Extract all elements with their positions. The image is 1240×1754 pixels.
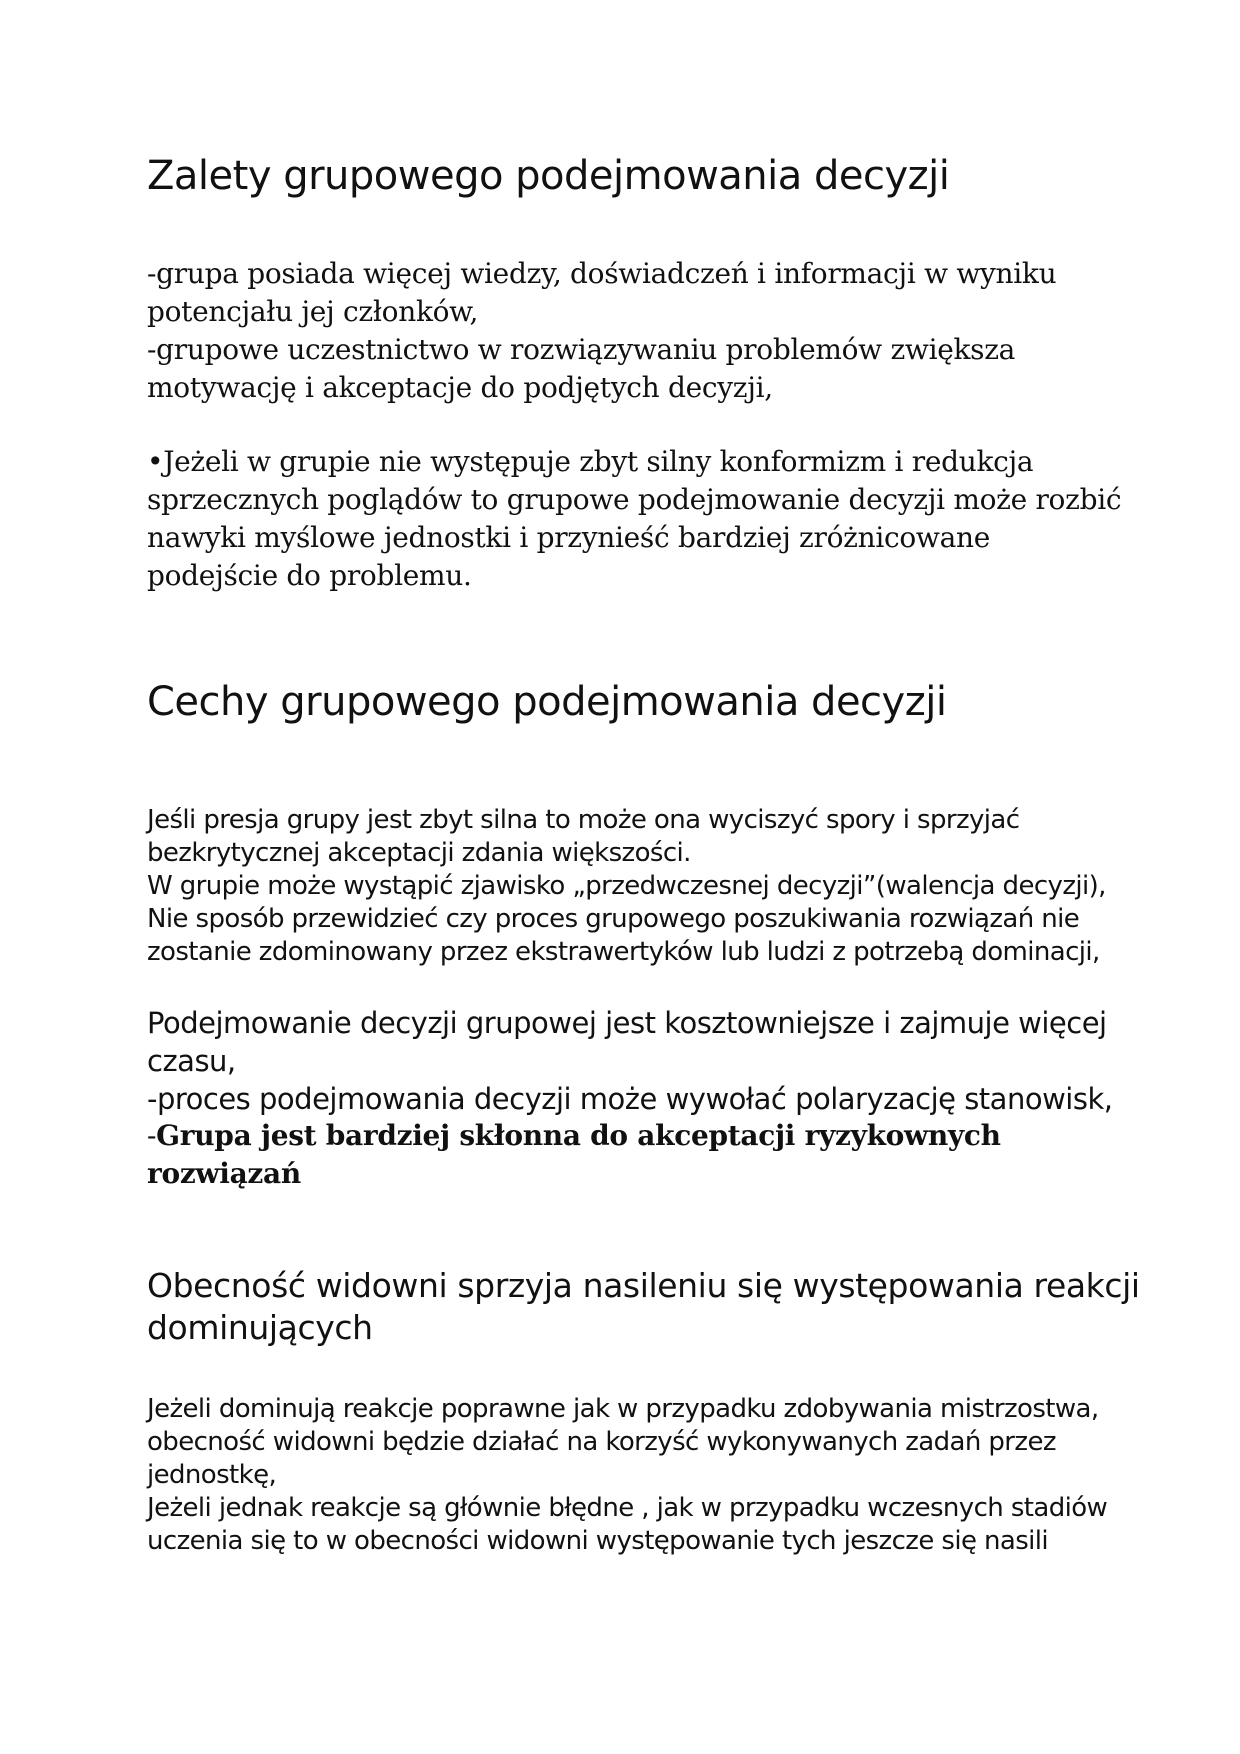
text-line: zostanie zdominowany przez ekstrawertyków lub ludzi z potrzebą dominacji, (147, 937, 1100, 967)
text-line: •Jeżeli w grupie nie występuje zbyt silny konformizm i redukcja (147, 445, 1034, 478)
bold-text-line: rozwiązań (147, 1157, 301, 1190)
text-line: motywację i akceptacje do podjętych decyzji, (147, 371, 773, 404)
text-line: -proces podejmowania decyzji może wywołać polaryzację stanowisk, (147, 1082, 1113, 1116)
heading-line: Obecność widowni sprzyja nasileniu się występowania reakcji (147, 1266, 1140, 1305)
text-line: uczenia się to w obecności widowni występowanie tych jeszcze się nasili (147, 1526, 1049, 1556)
features-paragraph (147, 804, 1107, 969)
text-line: Nie sposób przewidzieć czy proces grupowego poszukiwania rozwiązań nie (147, 904, 1080, 934)
text-line: nawyki myślowe jednostki i przynieść bardziej zróżnicowane (147, 521, 990, 554)
text-line: Jeśli presja grupy jest zbyt silna to może ona wyciszyć spory i sprzyjać (147, 805, 1020, 835)
text-line (147, 1117, 1107, 1155)
text-line: podejście do problemu. (147, 559, 472, 592)
text-line: potencjału jej członków, (147, 295, 479, 328)
text-line: bezkrytycznej akceptacji zdania większości. (147, 838, 691, 868)
bullet-paragraph (147, 443, 1122, 595)
text-line: jednostkę, (147, 1460, 277, 1490)
text-line: W grupie może wystąpić zjawisko „przedwczesnej decyzji”(walencja decyzji), (147, 871, 1106, 901)
text-line: Podejmowanie decyzji grupowej jest kosztowniejsze i zajmuje więcej (147, 1006, 1107, 1040)
text-line: Jeżeli jednak reakcje są głównie błędne , jak w przypadku wczesnych stadiów (147, 1493, 1108, 1523)
heading-line: dominujących (147, 1308, 373, 1347)
text-line: -grupa posiada więcej wiedzy, doświadczeń i informacji w wyniku (147, 257, 1057, 290)
advantages-paragraph (147, 255, 1107, 407)
risk-paragraph (147, 1117, 1107, 1193)
text-line: Jeżeli dominują reakcje poprawne jak w przypadku zdobywania mistrzostwa, (147, 1394, 1099, 1424)
audience-paragraph (147, 1393, 1107, 1558)
text-line: obecność widowni będzie działać na korzyść wykonywanych zadań przez (147, 1427, 1056, 1457)
text-line: czasu, (147, 1044, 236, 1078)
section-heading-cechy: Cechy grupowego podejmowania decyzji (147, 679, 947, 725)
text-line: -grupowe uczestnictwo w rozwiązywaniu problemów zwiększa (147, 333, 1016, 366)
dash-prefix: - (147, 1119, 157, 1152)
section-heading-obecnosc (147, 1265, 1140, 1349)
costs-paragraph (147, 1004, 1113, 1118)
section-heading-zalety: Zalety grupowego podejmowania decyzji (147, 153, 950, 199)
text-line: sprzecznych poglądów to grupowe podejmowanie decyzji może rozbić (147, 483, 1122, 516)
bold-text: Grupa jest bardziej skłonna do akceptacji ryzykownych (156, 1119, 1001, 1152)
